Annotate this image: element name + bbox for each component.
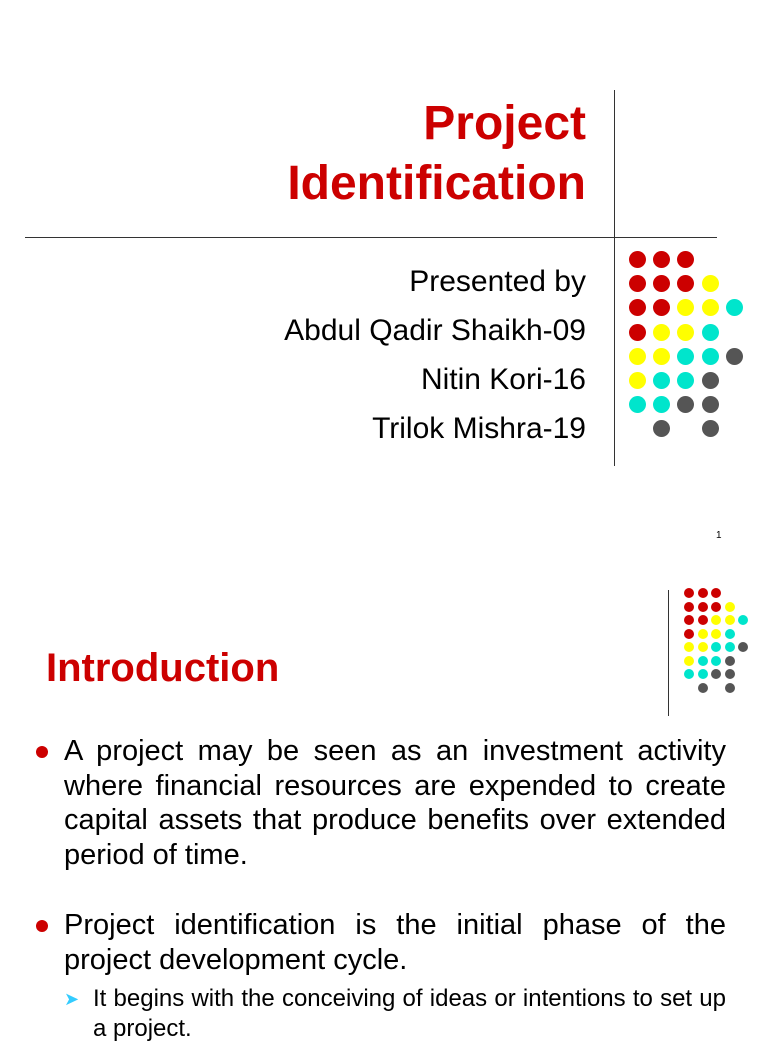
dot-red (711, 588, 721, 598)
dot-yellow (711, 629, 721, 639)
dot-yellow (684, 656, 694, 666)
dot-gray (698, 683, 708, 693)
dot-gray (725, 683, 735, 693)
presenter-name-3: Trilok Mishra-19 (372, 412, 586, 445)
dot-cyan (702, 348, 719, 365)
dot-red (677, 275, 694, 292)
dot-gray (677, 396, 694, 413)
vertical-divider (668, 590, 669, 716)
introduction-slide (0, 556, 768, 1042)
dot-red (711, 602, 721, 612)
dot-yellow (677, 324, 694, 341)
dot-red (684, 602, 694, 612)
presenter-name-2: Nitin Kori-16 (420, 363, 586, 396)
dot-gray (738, 642, 748, 652)
dot-red (629, 324, 646, 341)
dot-cyan (698, 669, 708, 679)
dot-cyan (726, 299, 743, 316)
page-number: 1 (716, 530, 722, 541)
dot-cyan (698, 656, 708, 666)
dot-yellow (684, 642, 694, 652)
vertical-divider (614, 90, 615, 466)
dot-red (629, 251, 646, 268)
dot-yellow (725, 602, 735, 612)
dot-yellow (702, 299, 719, 316)
dot-red (698, 588, 708, 598)
dot-yellow (629, 372, 646, 389)
dot-cyan (725, 629, 735, 639)
dot-yellow (725, 615, 735, 625)
decorative-dot-matrix-small (684, 588, 754, 698)
arrow-bullet-icon: ➤ (64, 989, 80, 1009)
dot-gray (702, 420, 719, 437)
dot-red (698, 602, 708, 612)
dot-red (698, 615, 708, 625)
dot-gray (653, 420, 670, 437)
dot-cyan (629, 396, 646, 413)
presented-by-label: Presented by (409, 265, 586, 298)
slide-title-line-2: Identification (287, 157, 586, 210)
dot-red (677, 251, 694, 268)
dot-cyan (653, 396, 670, 413)
dot-gray (702, 396, 719, 413)
dot-cyan (677, 348, 694, 365)
slide-title-line-1: Project (423, 97, 586, 150)
dot-red (684, 615, 694, 625)
dot-red (684, 588, 694, 598)
dot-cyan (684, 669, 694, 679)
red-dot-bullet-icon (36, 920, 48, 932)
dot-cyan (653, 372, 670, 389)
bullet-text-1: A project may be seen as an investment activity where financial resources are expended to create capital assets that produce benefits over extended period of time. (64, 735, 726, 871)
dot-red (684, 629, 694, 639)
dot-gray (726, 348, 743, 365)
dot-yellow (677, 299, 694, 316)
dot-gray (725, 669, 735, 679)
dot-red (629, 299, 646, 316)
dot-yellow (653, 348, 670, 365)
bullet-text-2: Project identification is the initial phase of the project development cycle. (64, 909, 726, 976)
dot-yellow (629, 348, 646, 365)
red-dot-bullet-icon (36, 746, 48, 758)
dot-cyan (711, 656, 721, 666)
dot-gray (702, 372, 719, 389)
presenter-name-1: Abdul Qadir Shaikh-09 (284, 314, 586, 347)
dot-yellow (711, 615, 721, 625)
dot-red (653, 299, 670, 316)
dot-cyan (702, 324, 719, 341)
dot-cyan (738, 615, 748, 625)
dot-cyan (711, 642, 721, 652)
sub-bullet-text-1: It begins with the conceiving of ideas or intentions to set up a project. (93, 985, 726, 1042)
dot-cyan (677, 372, 694, 389)
dot-yellow (698, 629, 708, 639)
dot-red (629, 275, 646, 292)
dot-red (653, 251, 670, 268)
slide-title: Introduction (46, 646, 280, 690)
dot-yellow (702, 275, 719, 292)
dot-gray (725, 656, 735, 666)
dot-yellow (698, 642, 708, 652)
dot-gray (711, 669, 721, 679)
dot-red (653, 275, 670, 292)
dot-yellow (653, 324, 670, 341)
decorative-dot-matrix (629, 251, 749, 437)
dot-cyan (725, 642, 735, 652)
